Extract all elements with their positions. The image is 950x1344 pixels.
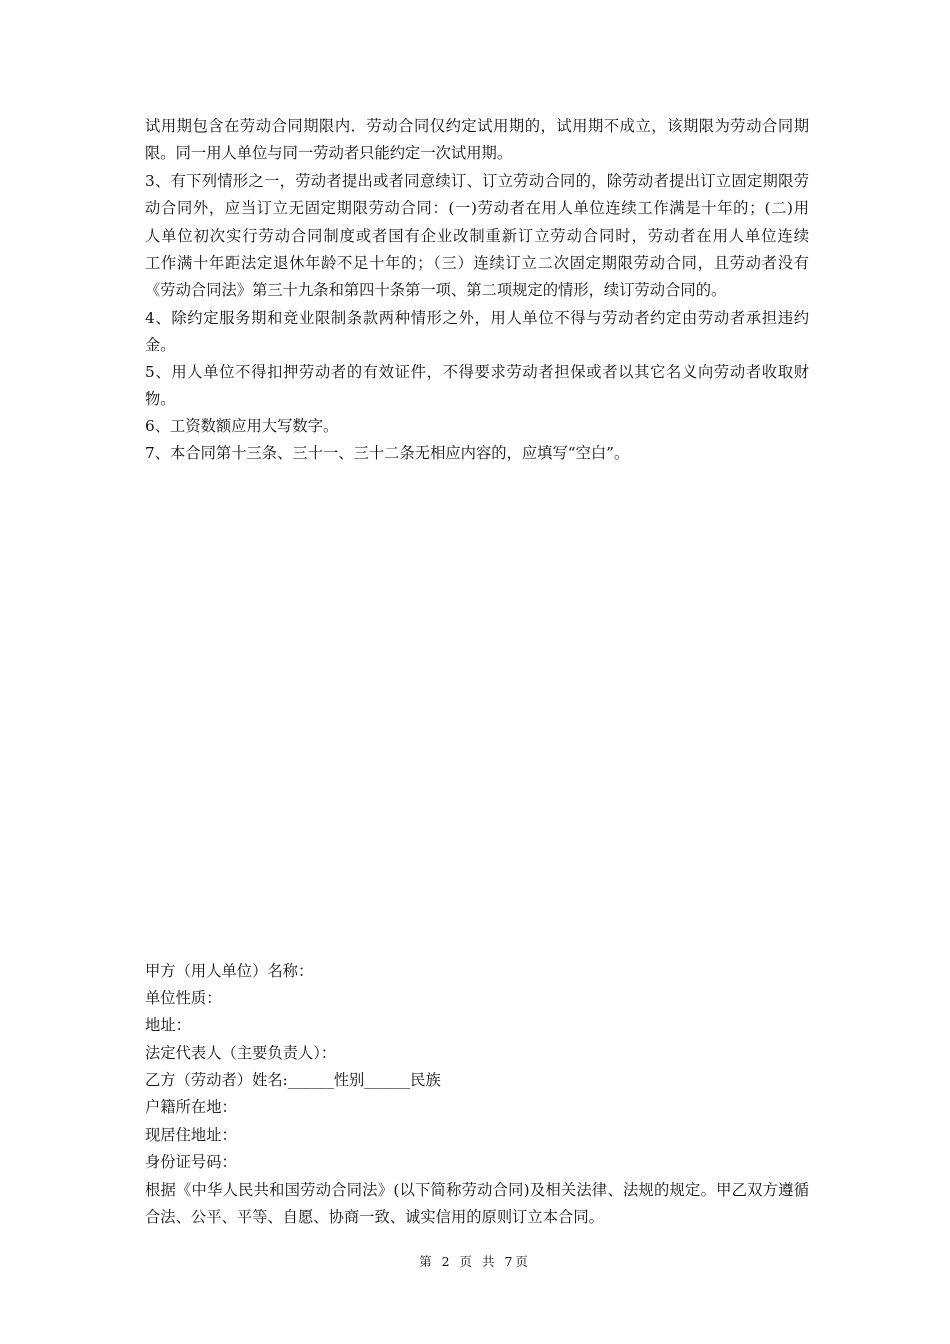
text-line: 限。同一用人单位与同一劳动者只能约定一次试用期。 — [145, 144, 513, 162]
text-line: 6、工资数额应用大写数字。 — [145, 417, 339, 435]
text-line: 物。 — [145, 390, 176, 408]
address-field: 地址： — [145, 1016, 191, 1034]
text-line: 4、除约定服务期和竞业限制条款两种情形之外，用人单位不得与劳动者约定由劳动者承担违约 — [145, 309, 809, 327]
text-line: 工作满十年距法定退休年龄不足十年的；（三）连续订立二次固定期限劳动合同，且劳动者没有 — [145, 254, 809, 272]
page-number: 第 2 页 共 7页 — [419, 1254, 531, 1269]
employer-name-field: 甲方（用人单位）名称： — [145, 962, 314, 980]
text-line: 5、用人单位不得扣押劳动者的有效证件，不得要求劳动者担保或者以其它名义向劳动者收取财 — [145, 363, 809, 381]
text-line: 7、本合同第十三条、三十一、三十二条无相应内容的，应填写“空白”。 — [145, 444, 630, 462]
text-line: 合法、公平、平等、自愿、协商一致、诚实信用的原则订立本合同。 — [145, 1208, 604, 1226]
text-line: 金。 — [145, 336, 176, 354]
text-line: 试用期包含在劳动合同期限内．劳动合同仅约定试用期的，试用期不成立，该期限为劳动合同期 — [145, 117, 809, 135]
text-line: 人单位初次实行劳动合同制度或者国有企业改制重新订立劳动合同时，劳动者在用人单位连续 — [145, 227, 809, 245]
text-line: 《劳动合同法》第三十九条和第四十条第一项、第二项规定的情形，续订劳动合同的。 — [145, 281, 727, 299]
legal-representative-field: 法定代表人（主要负责人）： — [145, 1044, 337, 1062]
employer-type-field: 单位性质： — [145, 989, 222, 1007]
employee-name-field: 乙方（劳动者）姓名:______性别______民族 — [145, 1071, 441, 1089]
current-address-field: 现居住地址： — [145, 1126, 237, 1144]
household-registration-field: 户籍所在地： — [145, 1098, 237, 1116]
id-number-field: 身份证号码： — [145, 1153, 237, 1171]
text-line: 动合同外，应当订立无固定期限劳动合同：(一)劳动者在用人单位连续工作满是十年的；(二)用 — [145, 199, 809, 217]
text-line: 3、有下列情形之一，劳动者提出或者同意续订、订立劳动合同的，除劳动者提出订立固定期限劳 — [145, 172, 809, 190]
text-line: 根据《中华人民共和国劳动合同法》(以下简称劳动合同)及相关法律、法规的规定。甲乙双方遵循 — [145, 1181, 809, 1199]
